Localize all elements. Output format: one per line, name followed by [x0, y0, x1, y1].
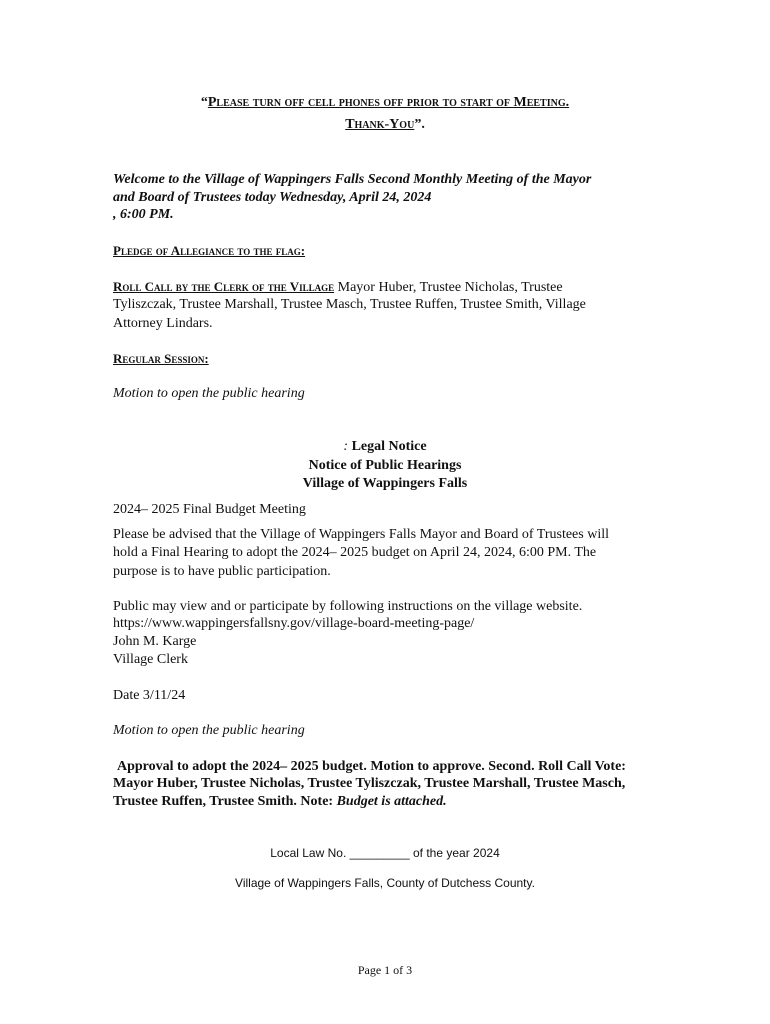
- close-quote: ”.: [414, 117, 425, 132]
- village-website-url[interactable]: https://www.wappingersfallsny.gov/village-board-meeting-page/: [113, 616, 475, 631]
- clerk-title: Village Clerk: [113, 652, 188, 667]
- approval-line1: Approval to adopt the 2024– 2025 budget. Motion to approve. Second. Roll Call Vote:: [117, 759, 626, 774]
- phone-notice-line2: [0, 117, 770, 133]
- approval-names-end: Trustee Ruffen, Trustee Smith. Note:: [113, 794, 334, 809]
- legal-notice-text: Legal Notice: [351, 439, 427, 454]
- roll-call-line1: [113, 279, 563, 296]
- thank-you-text: Thank-You: [345, 117, 415, 132]
- welcome-line3: , 6:00 PM.: [113, 207, 174, 222]
- public-participation-line: Public may view and or participate by following instructions on the village website.: [113, 599, 583, 614]
- budget-attached-note: Budget is attached.: [336, 794, 447, 809]
- welcome-line2: and Board of Trustees today Wednesday, April 24, 2024: [113, 190, 432, 205]
- regular-session-heading: Regular Session:: [113, 351, 209, 366]
- local-law-number: Local Law No. _________ of the year 2024: [270, 846, 500, 860]
- advised-line3: purpose is to have public participation.: [113, 564, 331, 579]
- page-number: Page 1 of 3: [357, 963, 413, 977]
- roll-call-heading: Roll Call by the Clerk of the Village: [113, 279, 335, 294]
- welcome-line1: Welcome to the Village of Wappingers Falls Second Monthly Meeting of the Mayor: [113, 172, 592, 187]
- roll-call-names-1: Mayor Huber, Trustee Nicholas, Trustee: [337, 280, 563, 295]
- clerk-name: John M. Karge: [113, 634, 197, 649]
- pledge-heading: Pledge of Allegiance to the flag:: [113, 243, 306, 258]
- phone-notice-line1: [0, 95, 770, 111]
- notice-public-hearings: Notice of Public Hearings: [308, 458, 462, 473]
- approval-line2: Mayor Huber, Trustee Nicholas, Trustee Tyliszczak, Trustee Marshall, Trustee Masch,: [113, 776, 626, 791]
- motion-open-hearing-2: Motion to open the public hearing: [113, 723, 305, 738]
- roll-call-line2: Tyliszczak, Trustee Marshall, Trustee Masch, Trustee Ruffen, Trustee Smith, Village: [113, 297, 586, 312]
- roll-call-line3: Attorney Lindars.: [113, 316, 213, 331]
- phone-notice-text: Please turn off cell phones off prior to start of Meeting.: [207, 95, 570, 110]
- motion-open-hearing-1: Motion to open the public hearing: [113, 386, 305, 401]
- notice-date: Date 3/11/24: [113, 688, 186, 703]
- local-law-village: Village of Wappingers Falls, County of Dutchess County.: [235, 876, 535, 890]
- open-quote: “: [200, 95, 208, 110]
- legal-notice-colon: :: [343, 439, 349, 454]
- approval-line3: [113, 794, 447, 810]
- budget-meeting-line: 2024– 2025 Final Budget Meeting: [113, 502, 306, 517]
- advised-line2: hold a Final Hearing to adopt the 2024– 2025 budget on April 24, 2024, 6:00 PM. The: [113, 545, 597, 560]
- legal-notice-title: [0, 439, 770, 455]
- village-name-title: Village of Wappingers Falls: [302, 476, 468, 491]
- advised-line1: Please be advised that the Village of Wappingers Falls Mayor and Board of Trustees will: [113, 527, 609, 542]
